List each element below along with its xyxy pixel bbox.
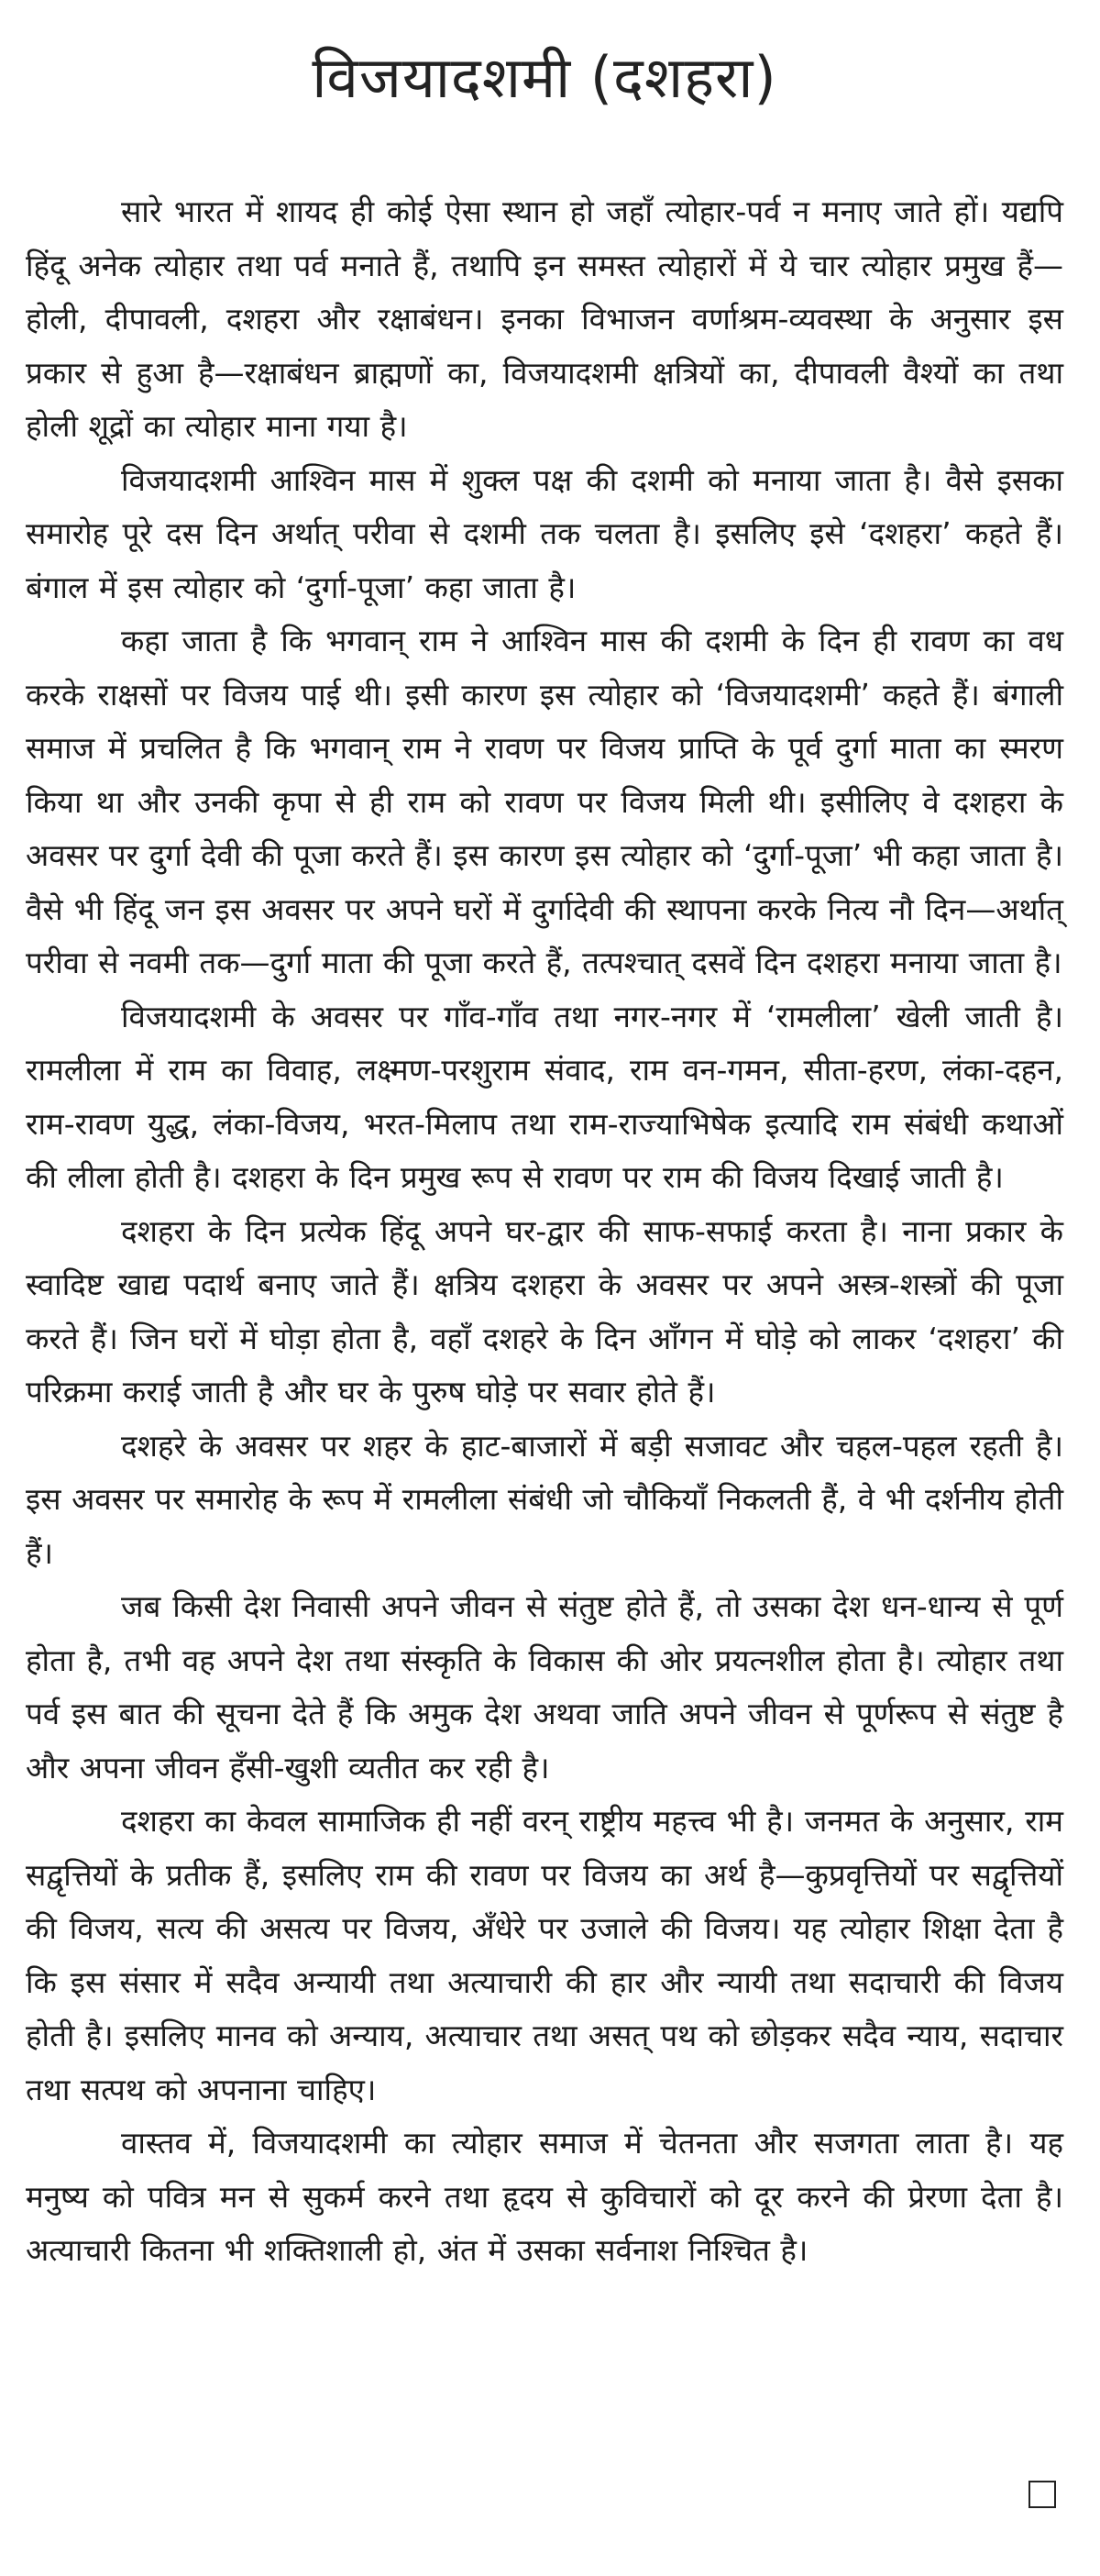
paragraph-3: कहा जाता है कि भगवान् राम ने आश्विन मास की दशमी के दिन ही रावण का वध करके राक्षसों पर विजय पाई थी। इसी कारण इस त्योहार को ‘विजयादशमी’ कहते हैं। बंगाली समाज में प्रचलित है कि भगवान् राम ने रावण पर विजय प्राप्ति के पूर्व दुर्गा माता का स्मरण किया था और उनकी कृपा से ही राम को रावण पर विजय मिली थी। इसीलिए वे दशहरा के अवसर पर दुर्गा देवी की पूजा करते हैं। इस कारण इस त्योहार को ‘दुर्गा-पूजा’ भी कहा जाता है। वैसे भी हिंदू जन इस अवसर पर अपने घरों में दुर्गादेवी की स्थापना करके नित्य नौ दिन—अर्थात् परीवा से नवमी तक—दुर्गा माता की पूजा करते हैं, तत्पश्चात् दसवें दिन दशहरा मनाया जाता है।: [26, 623, 1063, 980]
paragraph-1: सारे भारत में शायद ही कोई ऐसा स्थान हो जहाँ त्योहार-पर्व न मनाए जाते हों। यद्यपि हिंदू अनेक त्योहार तथा पर्व मनाते हैं, तथापि इन समस्त त्योहारों में ये चार त्योहार प्रमुख हैं—होली, दीपावली, दशहरा और रक्षाबंधन। इनका विभाजन वर्णाश्रम-व्यवस्था के अनुसार इस प्रकार से हुआ है—रक्षाबंधन ब्राह्मणों का, विजयादशमी क्षत्रियों का, दीपावली वैश्यों का तथा होली शूद्रों का त्योहार माना गया है।: [26, 193, 1063, 444]
paragraph-6: दशहरे के अवसर पर शहर के हाट-बाजारों में बड़ी सजावट और चहल-पहल रहती है। इस अवसर पर समारोह के रूप में रामलीला संबंधी जो चौकियाँ निकलती हैं, वे भी दर्शनीय होती हैं।: [26, 1427, 1063, 1571]
paragraph-2: विजयादशमी आश्विन मास में शुक्ल पक्ष की दशमी को मनाया जाता है। वैसे इसका समारोह पूरे दस दिन अर्थात् परीवा से दशमी तक चलता है। इसलिए इसे ‘दशहरा’ कहते हैं। बंगाल में इस त्योहार को ‘दुर्गा-पूजा’ कहा जाता है।: [26, 461, 1063, 605]
essay-body: [26, 185, 1063, 2278]
paragraph-7: जब किसी देश निवासी अपने जीवन से संतुष्ट होते हैं, तो उसका देश धन-धान्य से पूर्ण होता है, तभी वह अपने देश तथा संस्कृति के विकास की ओर प्रयत्नशील होता है। त्योहार तथा पर्व इस बात की सूचना देते हैं कि अमुक देश अथवा जाति अपने जीवन से पूर्णरूप से संतुष्ट है और अपना जीवन हँसी-खुशी व्यतीत कर रही है।: [26, 1588, 1063, 1786]
end-of-text-square-icon: [1028, 2481, 1056, 2508]
paragraph-5: दशहरा के दिन प्रत्येक हिंदू अपने घर-द्वार की साफ-सफाई करता है। नाना प्रकार के स्वादिष्ट खाद्य पदार्थ बनाए जाते हैं। क्षत्रिय दशहरा के अवसर पर अपने अस्त्र-शस्त्रों की पूजा करते हैं। जिन घरों में घोड़ा होता है, वहाँ दशहरे के दिन आँगन में घोड़े को लाकर ‘दशहरा’ की परिक्रमा कराई जाती है और घर के पुरुष घोड़े पर सवार होते हैं।: [26, 1212, 1063, 1410]
page-title: विजयादशमी (दशहरा): [312, 44, 777, 111]
paragraph-8: दशहरा का केवल सामाजिक ही नहीं वरन् राष्ट्रीय महत्त्व भी है। जनमत के अनुसार, राम सद्वृत्तियों के प्रतीक हैं, इसलिए राम की रावण पर विजय का अर्थ है—कुप्रवृत्तियों पर सद्वृत्तियों की विजय, सत्य की असत्य पर विजय, अँधेरे पर उजाले की विजय। यह त्योहार शिक्षा देता है कि इस संसार में सदैव अन्यायी तथा अत्याचारी की हार और न्यायी तथा सदाचारी की विजय होती है। इसलिए मानव को अन्याय, अत्याचार तथा असत् पथ को छोड़कर सदैव न्याय, सदाचार तथा सत्पथ को अपनाना चाहिए।: [26, 1803, 1063, 2107]
paragraph-4: विजयादशमी के अवसर पर गाँव-गाँव तथा नगर-नगर में ‘रामलीला’ खेली जाती है। रामलीला में राम का विवाह, लक्ष्मण-परशुराम संवाद, राम वन-गमन, सीता-हरण, लंका-दहन, राम-रावण युद्ध, लंका-विजय, भरत-मिलाप तथा राम-राज्याभिषेक इत्यादि राम संबंधी कथाओं की लीला होती है। दशहरा के दिन प्रमुख रूप से रावण पर राम की विजय दिखाई जाती है।: [26, 998, 1063, 1195]
paragraph-9: वास्तव में, विजयादशमी का त्योहार समाज में चेतनता और सजगता लाता है। यह मनुष्य को पवित्र मन से सुकर्म करने तथा हृदय से कुविचारों को दूर करने की प्रेरणा देता है। अत्याचारी कितना भी शक्तिशाली हो, अंत में उसका सर्वनाश निश्चित है।: [26, 2125, 1063, 2268]
